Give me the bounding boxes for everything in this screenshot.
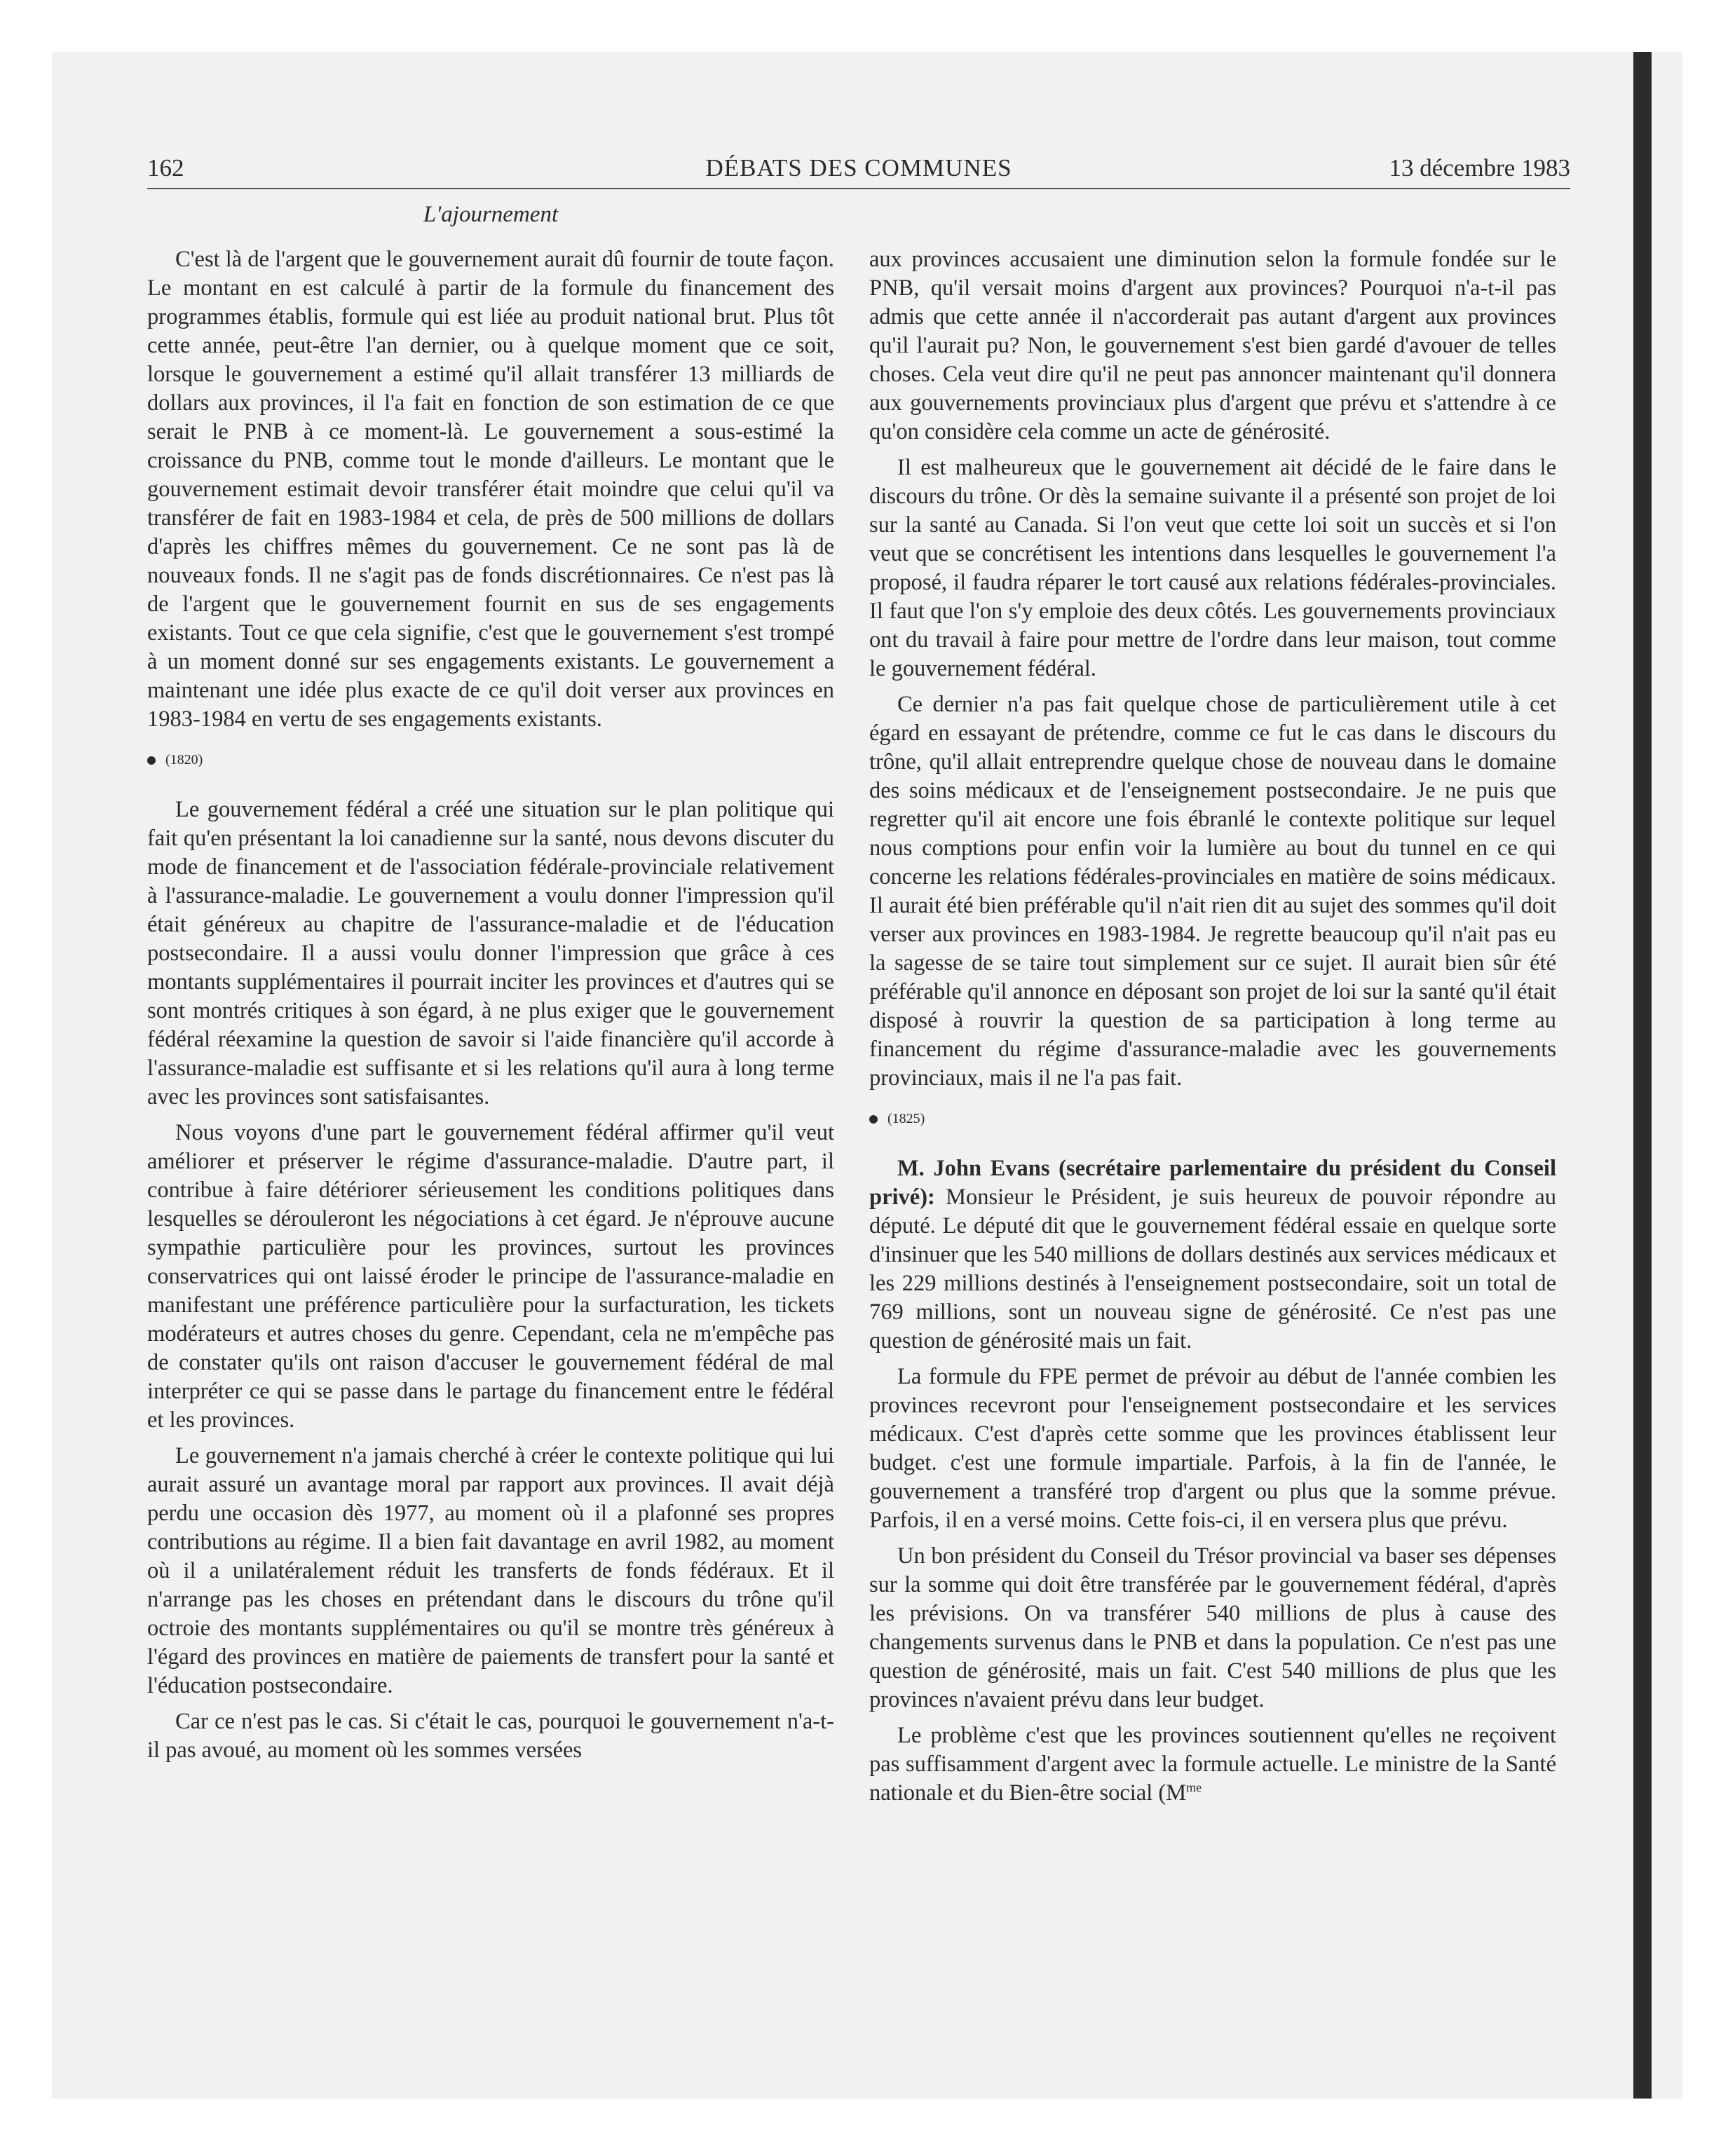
speech-text: Monsieur le Président, je suis heureux de pouvoir répondre au député. Le député dit que le gouvernement fédéral essaie en quelque sorte d'insinuer que les 540 millions de dollars destinés aux services médicaux et les 229 millions destinés à l'enseignement postsecondaire, soit un total de 769 millions, sont un nouveau signe de générosité. Ce n'est pas une question de générosité mais un fait. <box>869 1185 1557 1353</box>
paragraph: Un bon président du Conseil du Trésor provincial va baser ses dépenses sur la somme qui doit être transférée par le gouvernement fédéral, d'après les prévisions. On va transférer 540 millions de plus à cause des changements survenus dans le PNB et dans la population. Ce n'est pas une question de générosité, mais un fait. C'est 540 millions de plus que les provinces n'avaient prévu dans leur budget. <box>869 1543 1556 1712</box>
journal-title: DÉBATS DES COMMUNES <box>705 154 1012 182</box>
speaker-name: M. John Evans (secrétaire parlementaire du président du Conseil privé): <box>869 1156 1556 1210</box>
bullet-icon <box>147 756 156 765</box>
superscript: me <box>1186 1780 1202 1795</box>
paragraph <box>869 1721 1556 1808</box>
paragraph: La formule du FPE permet de prévoir au début de l'année combien les provinces recevront pour l'enseignement postsecondaire et les services médicaux. C'est d'après cette somme que les provinces établissent leur budget. c'est une formule impartiale. Parfois, à la fin de l'année, le gouvernement a transféré trop d'argent ou plus que la somme prévue. Parfois, il en a versé moins. Cette fois-ci, il en versera plus que prévu. <box>869 1364 1556 1533</box>
right-column <box>869 245 1556 1815</box>
left-column <box>147 245 834 1772</box>
time-marker-label: (1825) <box>887 1111 925 1126</box>
time-marker-label: (1820) <box>165 752 203 767</box>
time-marker <box>147 749 834 770</box>
paragraph: Ce dernier n'a pas fait quelque chose de particulièrement utile à cet égard en essayant de prétendre, comme ce fut le cas dans le discours du trône, qu'il allait entreprendre quelque chose de nouveau dans le domaine des soins médicaux et de l'enseignement postsecondaire. Je ne puis que regretter qu'il ait encore une fois ébranlé le contexte politique sur lequel nous comptions pour enfin voir la lumière au bout du tunnel en ce qui concerne les relations fédérales-provinciales en matière de soins médicaux. Il aurait été bien préférable qu'il n'ait rien dit au sujet des sommes qu'il doit verser aux provinces en 1983-1984. Je regrette beaucoup qu'il n'ait pas eu la sagesse de se taire tout simplement sur ce sujet. Il aurait bien sûr été préférable qu'il annonce en déposant son projet de loi sur la santé qu'il était disposé à rouvrir la question de sa participation à long terme au financement du régime d'assurance-maladie avec les gouvernements provinciaux, mais il ne l'a pas fait. <box>869 692 1556 1091</box>
header-date: 13 décembre 1983 <box>1389 154 1570 182</box>
paragraph: Il est malheureux que le gouvernement ait décidé de le faire dans le discours du trône. Or dès la semaine suivante il a présenté son projet de loi sur la santé au Canada. Si l'on veut que cette loi soit un succès et si l'on veut que se concrétisent les intentions dans lesquelles le gouvernement l'a proposé, il faudra réparer le tort causé aux relations fédérales-provinciales. Il faut que l'on s'y emploie des deux côtés. Les gouvernements provinciaux ont du travail à faire pour mettre de l'ordre dans leur maison, tout comme le gouvernement fédéral. <box>869 455 1556 681</box>
paragraph: Car ce n'est pas le cas. Si c'était le cas, pourquoi le gouvernement n'a-t-il pas avoué, au moment où les sommes versées <box>147 1709 834 1763</box>
paragraph: Le gouvernement n'a jamais cherché à créer le contexte politique qui lui aurait assuré un avantage moral par rapport aux provinces. Il avait déjà perdu une occasion dès 1977, au moment où il a plafonné ses propres contributions au régime. Il a bien fait davantage en avril 1982, au moment où il a unilatéralement réduit les transferts de fonds fédéraux. Et il n'arrange pas les choses en prétendant dans le discours du trône qu'il octroie des montants supplémentaires ou qu'il se montre très généreux à l'égard des provinces en matière de paiements de transfert pour la santé et l'éducation postsecondaire. <box>147 1443 834 1698</box>
speech-paragraph <box>869 1154 1556 1356</box>
page-number: 162 <box>147 154 184 182</box>
binding-edge <box>1633 52 1652 2099</box>
bullet-icon <box>869 1115 878 1124</box>
running-header <box>147 154 1570 189</box>
paragraph-text: Le problème c'est que les provinces soutiennent qu'elles ne reçoivent pas suffisamment d'argent avec la formule actuelle. Le ministre de la Santé nationale et du Bien-être social (M <box>869 1723 1556 1806</box>
paragraph: C'est là de l'argent que le gouvernement aurait dû fournir de toute façon. Le montant en est calculé à partir de la formule du financement des programmes établis, formule qui est liée au produit national brut. Plus tôt cette année, peut-être l'an dernier, ou à quelque moment que ce soit, lorsque le gouvernement a estimé qu'il allait transférer 13 milliards de dollars aux provinces, il l'a fait en fonction de son estimation de ce que serait le PNB à ce moment-là. Le gouvernement a sous-estimé la croissance du PNB, comme tout le monde d'ailleurs. Le montant que le gouvernement estimait devoir transférer était moindre que celui qu'il va transférer de fait en 1983-1984 et cela, de près de 500 millions de dollars d'après les chiffres mêmes du gouvernement. Ce ne sont pas là de nouveaux fonds. Il ne s'agit pas de fonds discrétionnaires. Ce n'est pas là de l'argent que le gouvernement fournit en sus de ses engagements existants. Tout ce que cela signifie, c'est que le gouvernement s'est trompé à un moment donné sur ses engagements existants. Le gouvernement a maintenant une idée plus exacte de ce qu'il doit verser aux provinces en 1983-1984 en vertu de ses engagements existants. <box>147 247 834 732</box>
paragraph: Le gouvernement fédéral a créé une situation sur le plan politique qui fait qu'en présentant la loi canadienne sur la santé, nous devons discuter du mode de financement et de l'association fédérale-provinciale relativement à l'assurance-maladie. Le gouvernement a voulu donner l'impression qu'il était généreux au chapitre de l'assurance-maladie et de l'éducation postsecondaire. Il a aussi voulu donner l'impression que grâce à ces montants supplémentaires il pourrait inciter les provinces et d'autres qui se sont montrés critiques à son égard, à ne plus exiger que le gouvernement fédéral réexamine la question de savoir si l'aide financière qu'il accorde à l'assurance-maladie est suffisante et si les relations qu'il aura à long terme avec les provinces sont satisfaisantes. <box>147 797 834 1110</box>
section-title: L'ajournement <box>423 202 559 227</box>
time-marker <box>869 1108 1556 1129</box>
paragraph: Nous voyons d'une part le gouvernement fédéral affirmer qu'il veut améliorer et préserver le régime d'assurance-maladie. D'autre part, il contribue à faire détériorer sérieusement les conditions politiques dans lesquelles se dérouleront les négociations à cet égard. Je n'éprouve aucune sympathie particulière pour les provinces, surtout les provinces conservatrices qui ont laissé éroder le principe de l'assurance-maladie en manifestant une préférence particulière pour la surfacturation, les tickets modérateurs et autres choses du genre. Cependant, cela ne m'empêche pas de constater qu'ils ont raison d'accuser le gouvernement fédéral de mal interpréter ce qui se passe dans le partage du financement entre le fédéral et les provinces. <box>147 1120 834 1433</box>
paragraph: aux provinces accusaient une diminution selon la formule fondée sur le PNB, qu'il versait moins d'argent aux provinces? Pourquoi n'a-t-il pas admis que cette année il n'accorderait pas autant d'argent aux provinces qu'il l'aurait pu? Non, le gouvernement s'est bien gardé d'avouer de telles choses. Cela veut dire qu'il ne peut pas annoncer maintenant qu'il donnera aux gouvernements provinciaux plus d'argent que prévu et s'attendre à ce qu'on considère cela comme un acte de générosité. <box>869 247 1556 444</box>
